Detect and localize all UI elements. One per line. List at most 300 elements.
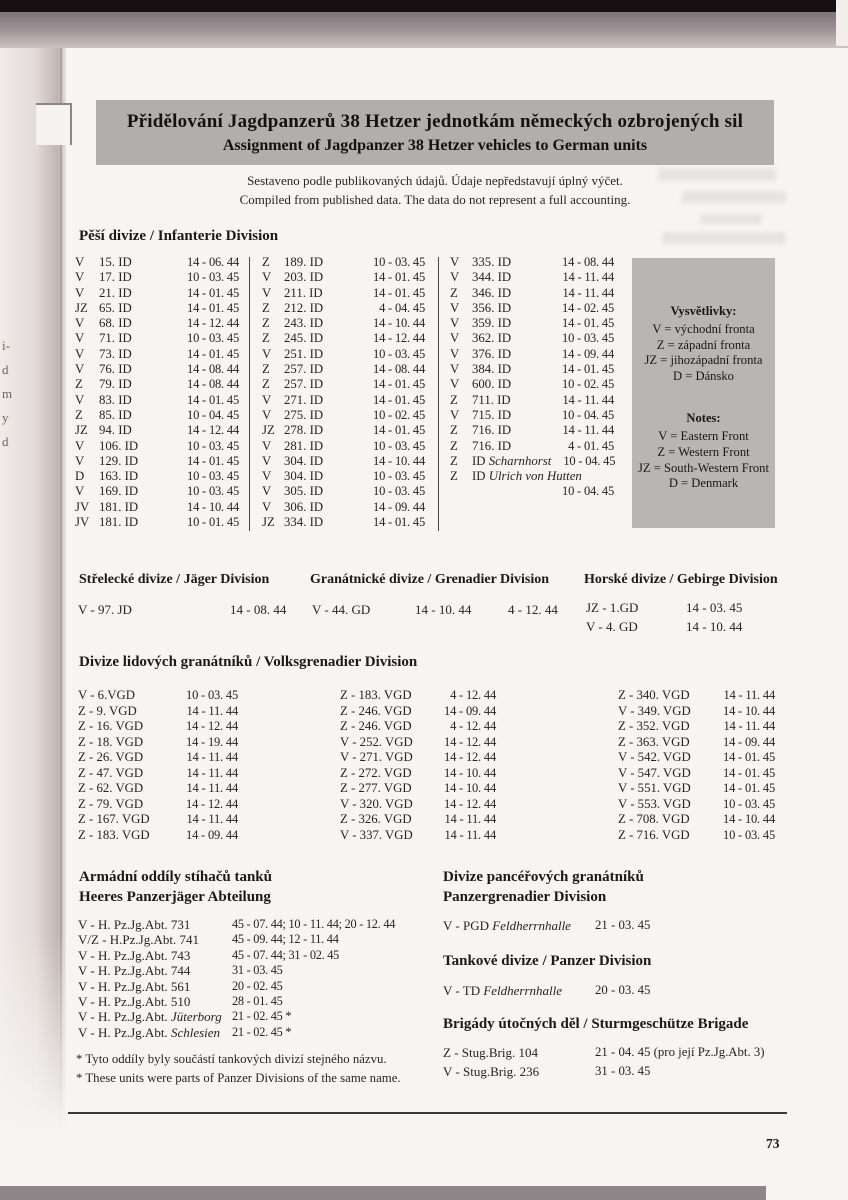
- scan-top-shadow-band: [0, 12, 848, 48]
- assignment-date: 14 - 12. 44: [373, 331, 425, 346]
- assignment-date: 10 - 02. 45: [562, 377, 614, 392]
- table-row: [75, 469, 239, 484]
- table-row: [262, 423, 425, 438]
- assignment-date: 10 - 04. 45: [562, 484, 614, 499]
- assignment-date: 14 - 01. 45: [373, 515, 425, 530]
- legend-item: Z = západní fronta: [656, 337, 751, 352]
- table-row: [75, 316, 239, 331]
- assignment-date: 14 - 12. 44: [186, 719, 238, 733]
- unit-number: 344. ID: [472, 270, 512, 285]
- assignment-date: 14 - 06. 44: [187, 255, 239, 269]
- assignment-date: 31 - 03. 45: [595, 1064, 651, 1078]
- unit-name: V - 551. VGD: [618, 781, 691, 795]
- assignment-date: 14 - 12. 44: [186, 796, 238, 811]
- page-number: 73: [766, 1136, 780, 1151]
- front-code: V: [262, 438, 272, 453]
- unit-number: V - PGD: [443, 918, 493, 933]
- unit-name: [472, 423, 550, 438]
- unit-number: 716. ID: [472, 423, 512, 438]
- table-row: [618, 688, 775, 704]
- scan-corner-notch: [836, 0, 848, 46]
- assignment-date: 14 - 10. 44: [373, 316, 425, 331]
- assignment-date: 14 - 11. 44: [186, 703, 238, 718]
- unit-number: 278. ID: [284, 423, 324, 438]
- assignment-dates: 21 - 02. 45 *: [232, 1024, 292, 1039]
- unit-name: Z - 167. VGD: [78, 812, 150, 826]
- unit-name: Z - 18. VGD: [78, 734, 144, 749]
- legend-item: D = Denmark: [668, 476, 739, 491]
- front-code: Z: [75, 407, 83, 422]
- table-row: [75, 255, 239, 270]
- unit-number: 169. ID: [99, 484, 139, 499]
- table-row: [450, 362, 614, 377]
- table-row: [78, 781, 238, 797]
- assignment-date: 14 - 01. 45: [373, 270, 425, 285]
- infantry-column-2: [262, 255, 425, 530]
- assignment-date: 10 - 03. 45: [562, 331, 614, 346]
- unit-name: [284, 377, 361, 392]
- front-code: Z: [262, 300, 270, 315]
- unit-number: 203. ID: [284, 270, 324, 285]
- table-row: [340, 719, 496, 735]
- assignment-date: 10 - 04. 45: [563, 453, 616, 468]
- unit-name: [284, 500, 361, 515]
- front-code: [450, 484, 472, 499]
- assignment-date: 14 - 01. 45: [723, 750, 775, 764]
- assignment-date: 14 - 01. 45: [187, 392, 239, 407]
- unit-number: 304. ID: [284, 453, 324, 468]
- ink-bleed-smudge: [700, 214, 762, 224]
- unit-name: [78, 963, 232, 978]
- table-row: [450, 469, 614, 484]
- table-row: [262, 331, 425, 346]
- assignment-date: 14 - 11. 44: [723, 719, 775, 733]
- unit-name: V - 271. VGD: [340, 750, 413, 764]
- table-row: [78, 750, 238, 766]
- unit-number: 189. ID: [284, 255, 324, 269]
- front-code: Z: [262, 331, 270, 346]
- unit-name: [284, 270, 361, 285]
- unit-name: Z - 246. VGD: [340, 719, 412, 733]
- table-row: [450, 270, 614, 285]
- source-note-czech: Sestaveno podle publikovaných údajů. Údaje nepředstavují úplný výčet.: [247, 173, 623, 188]
- front-code: JZ: [75, 423, 88, 438]
- unit-name: [472, 439, 550, 454]
- assignment-dates: 45 - 07. 44; 31 - 02. 45: [232, 947, 340, 962]
- assignment-date: 10 - 03. 45: [373, 346, 425, 361]
- legend-items-english: [632, 429, 775, 491]
- table-row: [78, 917, 440, 932]
- unit-number: 257. ID: [284, 377, 324, 392]
- assignment-date: 21 - 04. 45 (pro její Pz.Jg.Abt. 3): [595, 1045, 765, 1059]
- table-row: [262, 347, 425, 362]
- page-title-czech: Přidělování Jagdpanzerů 38 Hetzer jednotkám německých ozbrojených sil: [126, 111, 744, 132]
- assignment-date: 14 - 01. 45: [373, 392, 425, 407]
- front-code: V: [262, 346, 272, 361]
- unit-name: [472, 484, 550, 499]
- unit-number: V - H. Pz.Jg.Abt. 743: [78, 947, 191, 963]
- assignment-dates: 31 - 03. 45: [232, 963, 283, 978]
- unit-name: [284, 423, 361, 438]
- scan-bottom-edge: [0, 1186, 766, 1200]
- front-code: Z: [450, 392, 458, 407]
- assignment-date: 14 - 10. 44: [686, 619, 743, 634]
- unit-number: 94. ID: [99, 423, 132, 438]
- front-code: V: [262, 484, 272, 499]
- table-row: [75, 423, 239, 438]
- unit-name: [284, 393, 361, 408]
- unit-number: 211. ID: [284, 285, 323, 300]
- unit-name: [472, 377, 550, 392]
- unit-name: [99, 393, 175, 408]
- unit-name: [78, 948, 232, 963]
- front-code: V: [450, 407, 460, 422]
- unit-name: [99, 362, 175, 377]
- assignment-date: 14 - 12. 44: [187, 423, 239, 438]
- unit-name: [284, 316, 361, 331]
- assignment-date: 4 - 12. 44: [450, 688, 496, 702]
- unit-name: Z - 183. VGD: [340, 688, 412, 702]
- unit-name: [472, 454, 551, 469]
- table-row: [75, 454, 239, 469]
- assignment-date: 14 - 08. 44: [562, 255, 614, 269]
- unit-name: [99, 439, 175, 454]
- front-code: V: [262, 285, 272, 300]
- unit-name: Z - Stug.Brig. 104: [443, 1045, 538, 1060]
- unit-name: [472, 316, 550, 331]
- unit-number: V - H. Pz.Jg.Abt. 561: [78, 978, 191, 994]
- table-row: [78, 719, 238, 735]
- table-row: [450, 347, 614, 362]
- assignment-date: 14 - 01. 45: [373, 285, 425, 300]
- assignment-date: 10 - 04. 45: [187, 407, 239, 422]
- table-row: [262, 469, 425, 484]
- assignment-date: 14 - 08. 44: [230, 602, 287, 617]
- section-heading-infantry: Pěší divize / Infanterie Division: [79, 228, 279, 244]
- front-code: V: [262, 453, 272, 468]
- unit-number: 715. ID: [472, 407, 512, 422]
- table-row: [450, 454, 614, 469]
- unit-name: [78, 917, 232, 932]
- table-row: [262, 377, 425, 392]
- assignment-date: 14 - 08. 44: [187, 377, 239, 392]
- unit-honor-name: Feldherrnhalle: [483, 983, 563, 998]
- assignment-date: 14 - 01. 45: [187, 346, 239, 361]
- table-row: [262, 270, 425, 285]
- table-row: [450, 286, 614, 301]
- assignment-date: 14 - 09. 44: [444, 703, 496, 718]
- unit-number: 362. ID: [472, 331, 512, 346]
- front-code: V: [450, 377, 460, 392]
- column-divider: [249, 257, 250, 531]
- table-row: [450, 423, 614, 438]
- table-row: [75, 347, 239, 362]
- assignment-date: 14 - 02. 45: [562, 300, 614, 315]
- assignment-date: 14 - 10. 44: [444, 765, 496, 780]
- unit-number: 71. ID: [99, 331, 132, 346]
- unit-name: [99, 423, 175, 438]
- assignment-date: 14 - 11. 44: [562, 423, 614, 438]
- unit-name: V - 252. VGD: [340, 734, 413, 749]
- front-code: V: [450, 331, 460, 346]
- unit-name: Z - 246. VGD: [340, 703, 412, 718]
- table-row: [618, 735, 775, 751]
- footer-rule: [68, 1112, 787, 1114]
- unit-number: V - H. Pz.Jg.Abt. 744: [78, 963, 191, 979]
- front-code: V: [262, 499, 272, 514]
- table-row: [618, 828, 775, 844]
- front-code: V: [450, 255, 460, 269]
- front-code: D: [75, 469, 85, 484]
- table-row: [340, 812, 496, 828]
- assignment-date: 14 - 09. 44: [373, 499, 425, 514]
- legend-item: V = Eastern Front: [658, 429, 749, 444]
- unit-name: [472, 408, 550, 423]
- table-row: [450, 439, 614, 454]
- assignment-dates: 21 - 02. 45 *: [232, 1009, 292, 1024]
- unit-name: [78, 979, 232, 994]
- vgd-column-3: [618, 688, 775, 843]
- unit-name: V - 44. GD: [312, 602, 371, 617]
- vgd-column-2: [340, 688, 496, 843]
- unit-name: [99, 255, 175, 270]
- front-code: V: [262, 407, 272, 422]
- front-code: JV: [75, 515, 90, 530]
- table-row: [262, 500, 425, 515]
- assignment-date: 10 - 03. 45: [187, 484, 239, 499]
- section-heading-panzergrenadier-english: Panzergrenadier Division: [443, 889, 607, 905]
- unit-name: Z - 708. VGD: [618, 812, 690, 826]
- table-row: [78, 766, 238, 782]
- unit-number: 281. ID: [284, 438, 324, 453]
- unit-name: V - 542. VGD: [618, 750, 691, 764]
- assignment-date: 14 - 11. 44: [186, 750, 238, 764]
- assignment-date: 14 - 01. 45: [562, 316, 614, 331]
- scan-left-page-fold: [0, 48, 66, 1153]
- unit-name: V - 553. VGD: [618, 796, 691, 811]
- unit-number: 305. ID: [284, 484, 324, 499]
- assignment-date: 14 - 10. 44: [373, 453, 425, 468]
- assignment-date: 10 - 03. 45: [723, 827, 775, 842]
- unit-honor-name: Jüterborg: [170, 1009, 222, 1025]
- assignment-date: 10 - 03. 45: [373, 438, 425, 453]
- table-row: [450, 393, 614, 408]
- table-row: [262, 408, 425, 423]
- unit-name: [99, 377, 175, 392]
- table-row: [75, 270, 239, 285]
- assignment-date: 10 - 03. 45: [187, 270, 239, 285]
- unit-name: V - 349. VGD: [618, 703, 691, 718]
- front-code: Z: [450, 453, 458, 468]
- front-code: V: [450, 362, 460, 377]
- legend-item: JZ = jihozápadní fronta: [644, 353, 763, 368]
- table-row: [618, 750, 775, 766]
- unit-number: 212. ID: [284, 300, 324, 315]
- unit-name: Z - 79. VGD: [78, 796, 144, 811]
- front-code: V: [75, 392, 85, 407]
- table-row: [75, 439, 239, 454]
- assignment-date: 14 - 01. 45: [187, 285, 239, 300]
- unit-name: [78, 994, 232, 1009]
- table-row: [618, 781, 775, 797]
- unit-name: V - 97. JD: [78, 602, 132, 617]
- front-code: V: [75, 285, 85, 300]
- assignment-date: 4 - 01. 45: [568, 438, 614, 453]
- assignment-date: 4 - 04. 45: [379, 300, 425, 315]
- assignment-date: 14 - 01. 45: [723, 781, 775, 795]
- assignment-date: 14 - 01. 45: [723, 765, 775, 780]
- unit-number: 83. ID: [99, 392, 132, 407]
- legend-box: [632, 258, 775, 528]
- section-heading-jaeger: Střelecké divize / Jäger Division: [79, 572, 270, 587]
- unit-name: [284, 301, 361, 316]
- assignment-dates: 45 - 07. 44; 10 - 11. 44; 20 - 12. 44: [232, 917, 396, 931]
- section-heading-heeres-czech: Armádní oddíly stíhačů tanků: [79, 869, 272, 885]
- unit-number: 76. ID: [99, 362, 132, 377]
- front-code: Z: [450, 423, 458, 438]
- front-code: Z: [75, 377, 83, 392]
- unit-number: 251. ID: [284, 346, 324, 361]
- unit-name: [284, 331, 361, 346]
- unit-name: Z - 62. VGD: [78, 781, 144, 795]
- assignment-date: 10 - 03. 45: [186, 688, 238, 702]
- table-row: [340, 688, 496, 704]
- assignment-date: 14 - 09. 44: [562, 346, 614, 361]
- unit-number: ID: [472, 453, 489, 468]
- assignment-date: 21 - 03. 45: [595, 918, 651, 932]
- unit-number: ID: [472, 469, 489, 484]
- front-code: V: [75, 484, 85, 499]
- section-heading-panzer: Tankové divize / Panzer Division: [443, 953, 652, 969]
- front-code: Z: [450, 438, 458, 453]
- unit-number: 106. ID: [99, 438, 139, 453]
- infantry-column-3: [450, 255, 614, 500]
- unit-number: 73. ID: [99, 346, 132, 361]
- assignment-date: 14 - 10. 44: [444, 781, 496, 795]
- assignment-date: 10 - 03. 45: [373, 484, 425, 499]
- front-code: Z: [450, 285, 458, 300]
- table-row: [78, 994, 440, 1009]
- table-row: [262, 454, 425, 469]
- front-code: V: [75, 316, 85, 331]
- unit-number: V - TD: [443, 983, 484, 998]
- front-code: V: [75, 362, 85, 377]
- unit-name: Z - 16. VGD: [78, 719, 144, 733]
- table-row: [75, 286, 239, 301]
- unit-number: V - H. Pz.Jg.Abt.: [78, 1024, 171, 1040]
- table-row: [450, 331, 614, 346]
- front-code: V: [450, 270, 460, 285]
- unit-name: [284, 469, 361, 484]
- unit-number: 304. ID: [284, 469, 324, 484]
- front-code: Z: [262, 362, 270, 377]
- front-code: V: [450, 300, 460, 315]
- unit-name: Z - 9. VGD: [78, 703, 137, 718]
- unit-name: V - 6.VGD: [78, 688, 135, 702]
- front-code: V: [262, 392, 272, 407]
- table-row: [450, 408, 614, 423]
- unit-number: 163. ID: [99, 469, 139, 484]
- footnote-english: * These units were parts of Panzer Divisions of the same name.: [76, 1070, 401, 1085]
- table-row: [618, 812, 775, 828]
- assignment-dates: 20 - 02. 45: [232, 978, 283, 993]
- title-banner: [96, 100, 774, 165]
- table-row: [78, 979, 440, 994]
- table-row: [618, 766, 775, 782]
- front-code: Z: [262, 377, 270, 392]
- front-code: V: [262, 270, 272, 285]
- table-row: [262, 515, 425, 530]
- table-row: [450, 301, 614, 316]
- assignment-dates: 45 - 09. 44; 12 - 11. 44: [232, 932, 339, 947]
- table-row: [78, 963, 440, 978]
- assignment-date: 10 - 03. 45: [187, 438, 239, 453]
- table-row: [450, 316, 614, 331]
- unit-number: 243. ID: [284, 316, 324, 331]
- cut-letter: i-: [2, 338, 10, 353]
- unit-honor-name: Scharnhorst: [488, 453, 552, 468]
- front-code: JZ: [262, 423, 275, 438]
- unit-name: Z - 326. VGD: [340, 812, 412, 826]
- front-code: V: [262, 469, 272, 484]
- table-row: [340, 704, 496, 720]
- unit-name: [99, 301, 175, 316]
- assignment-date: 14 - 12. 44: [187, 316, 239, 331]
- table-row: [78, 735, 238, 751]
- legend-items-czech: [632, 322, 775, 384]
- unit-name: V - 337. VGD: [340, 827, 413, 842]
- front-code: Z: [262, 316, 270, 331]
- assignment-date: 14 - 12. 44: [444, 734, 496, 749]
- assignment-date: 14 - 12. 44: [444, 750, 496, 764]
- unit-honor-name: Schlesien: [170, 1024, 221, 1040]
- unit-number: 79. ID: [99, 377, 132, 392]
- heeres-rows: [78, 917, 440, 1040]
- unit-name: [78, 1025, 232, 1040]
- assignment-date: 10 - 03. 45: [187, 469, 239, 484]
- table-row: [75, 500, 239, 515]
- unit-number: 17. ID: [99, 270, 132, 285]
- assignment-date: 10 - 02. 45: [373, 407, 425, 422]
- unit-name: V - 547. VGD: [618, 765, 691, 780]
- unit-name: [78, 932, 232, 947]
- table-row: [340, 797, 496, 813]
- assignment-date: 20 - 03. 45: [595, 983, 651, 997]
- table-row: [262, 484, 425, 499]
- table-row: [78, 932, 440, 947]
- assignment-date: 14 - 10. 44: [723, 812, 775, 826]
- table-row: [340, 781, 496, 797]
- unit-number: 65. ID: [99, 300, 132, 315]
- unit-name: [472, 393, 550, 408]
- unit-name: Z - 272. VGD: [340, 765, 412, 780]
- unit-honor-name: Feldherrnhalle: [492, 918, 571, 933]
- table-row: [75, 301, 239, 316]
- assignment-date: 10 - 04. 45: [562, 407, 614, 422]
- unit-name: [443, 918, 571, 934]
- legend-title-czech: Vysvětlivky:: [670, 304, 737, 318]
- legend-item: JZ = South-Western Front: [638, 460, 769, 475]
- unit-name: Z - 716. VGD: [618, 827, 690, 842]
- table-row: [78, 688, 238, 704]
- unit-number: 306. ID: [284, 499, 324, 514]
- table-row: [340, 735, 496, 751]
- unit-number: 384. ID: [472, 362, 512, 377]
- front-code: V: [75, 255, 85, 269]
- unit-name: [99, 500, 175, 515]
- assignment-date: 14 - 10. 44: [187, 499, 239, 514]
- assignment-date: 14 - 01. 45: [373, 377, 425, 392]
